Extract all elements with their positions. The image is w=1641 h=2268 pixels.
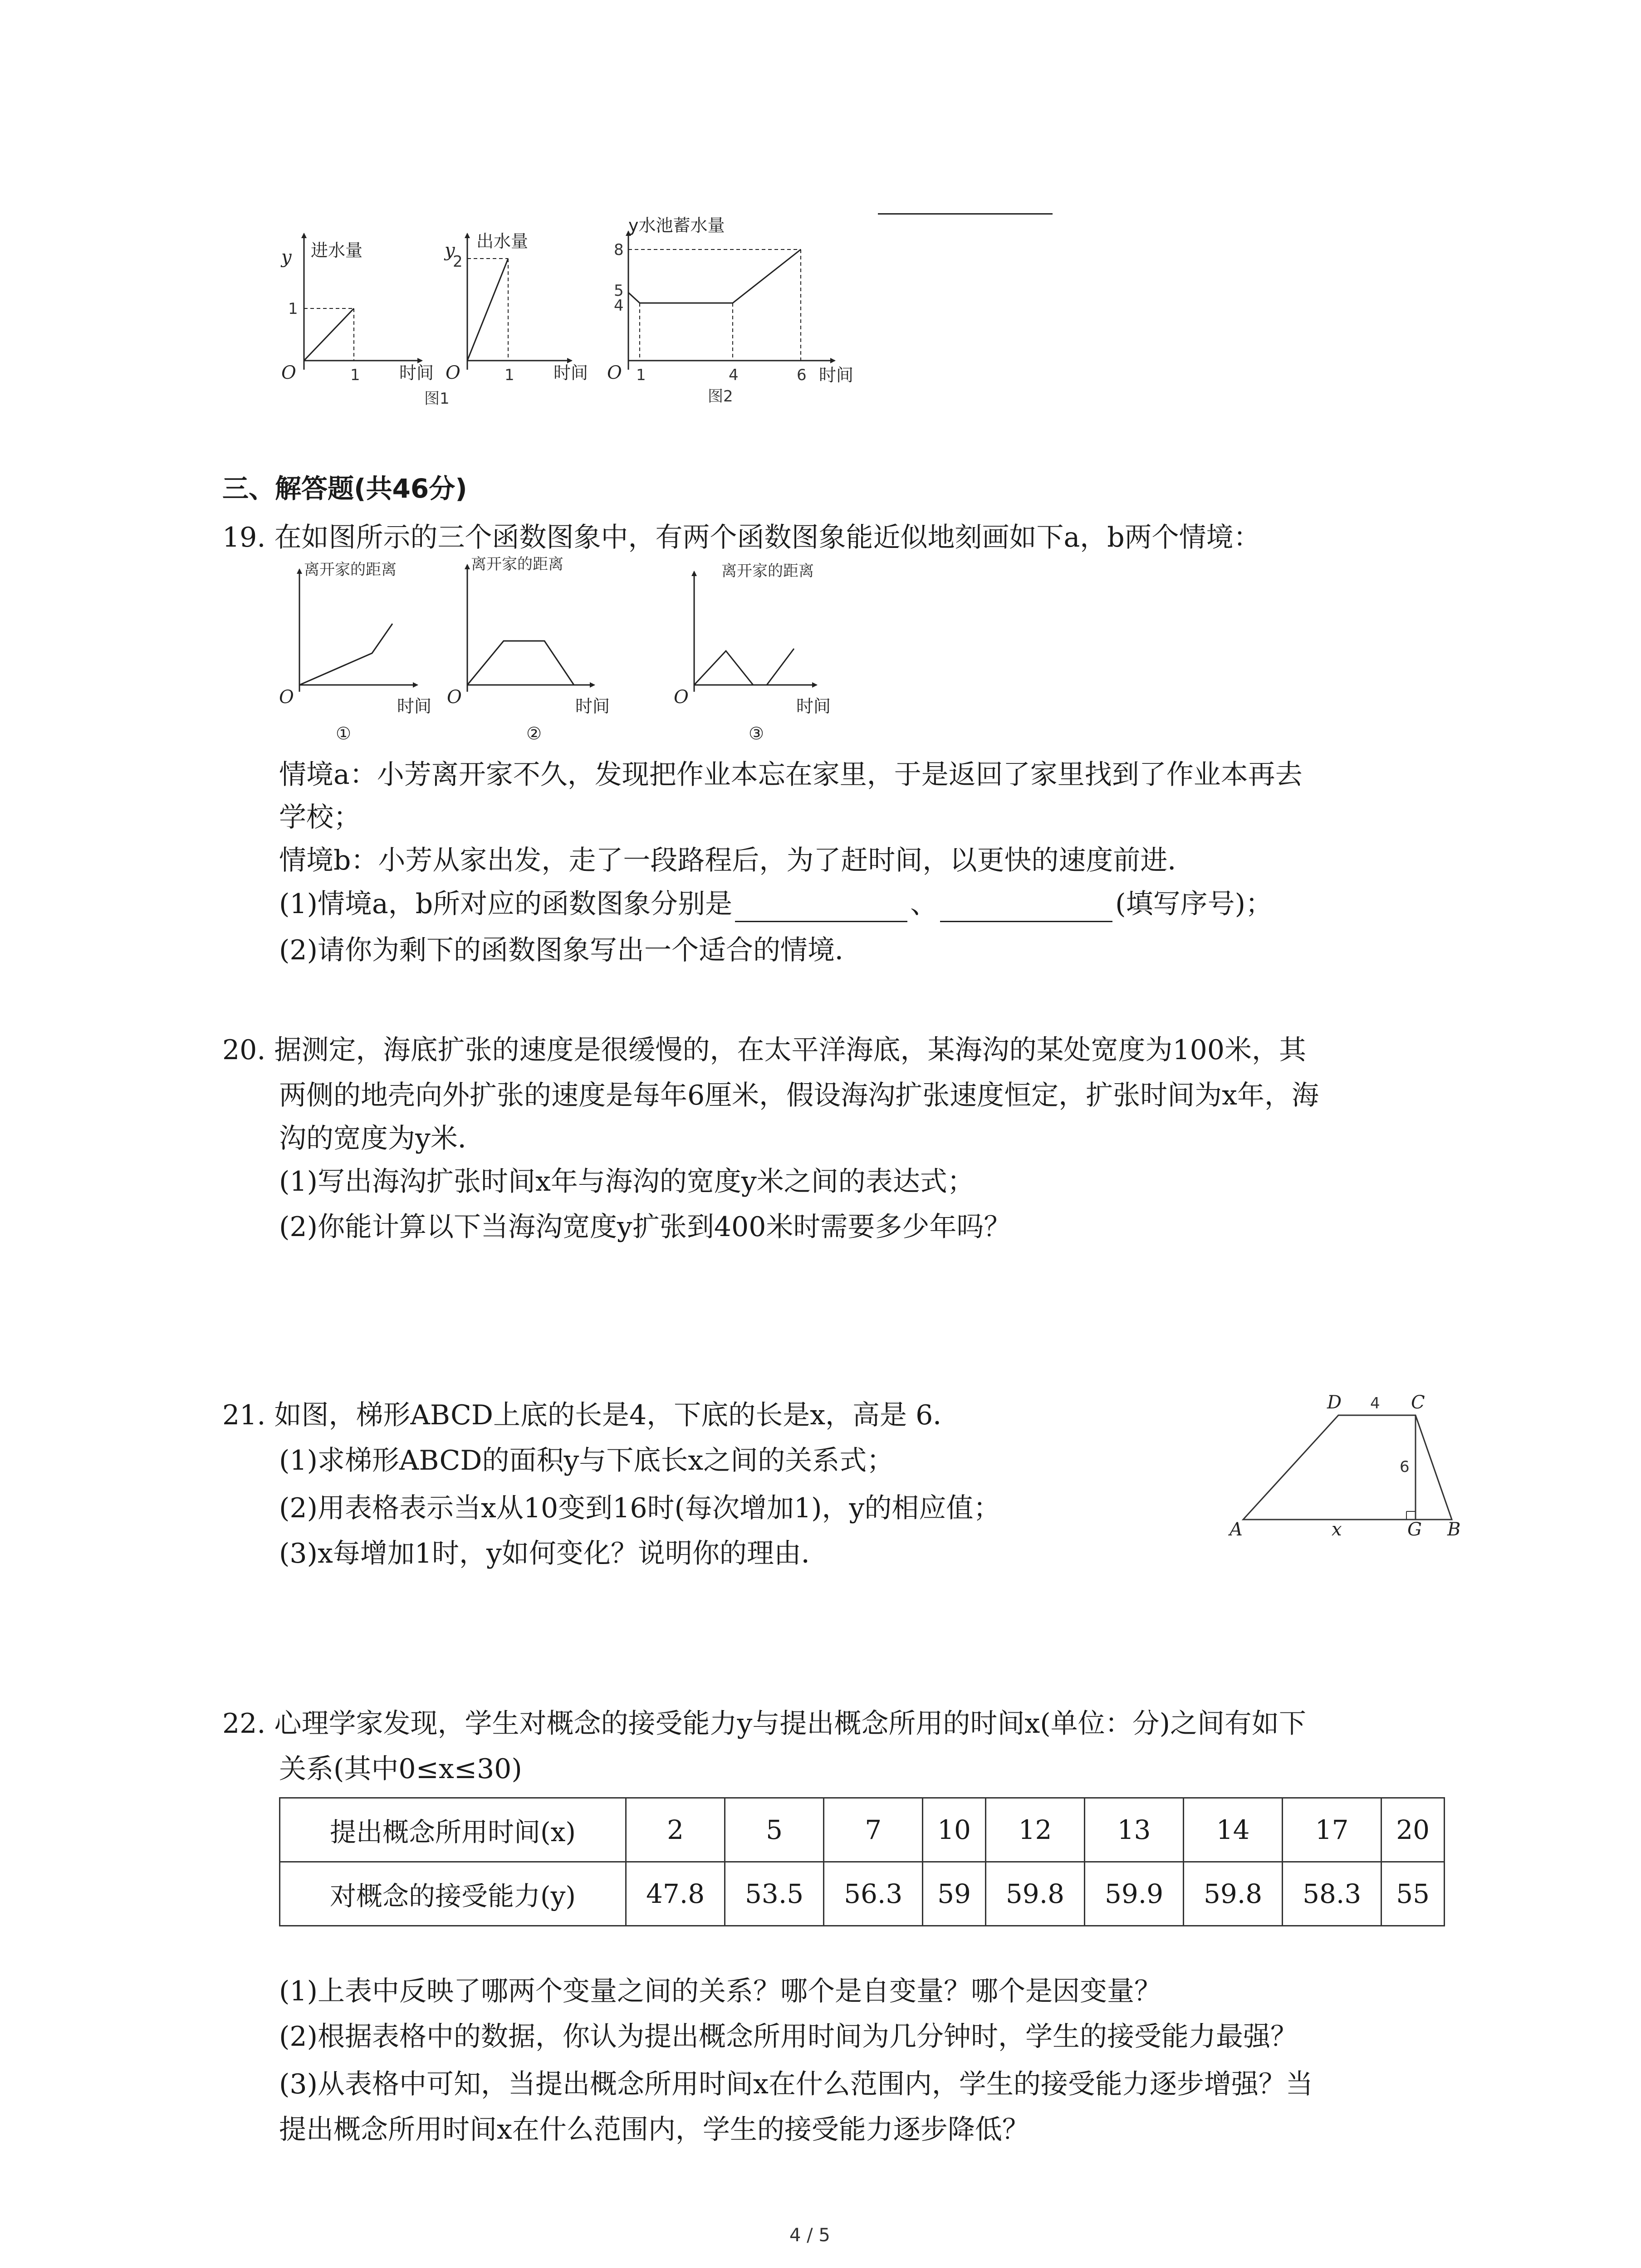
- svg-text:O: O: [446, 362, 460, 383]
- svg-text:O: O: [279, 687, 294, 708]
- q19-part2: (2)请你为剩下的函数图象写出一个适合的情境．: [279, 934, 862, 966]
- q22-part3-line2: 提出概念所用时间x在什么范围内，学生的接受能力逐步降低？: [279, 2114, 1029, 2146]
- svg-text:4: 4: [614, 297, 624, 315]
- table-cell: 12: [985, 1798, 1084, 1862]
- table-cell: 59.8: [1184, 1862, 1283, 1926]
- concept-table: [279, 1797, 1445, 1926]
- svg-text:6: 6: [1400, 1458, 1410, 1476]
- trapezoid: [1243, 1415, 1452, 1520]
- q21-line1: 21. 如图，梯形ABCD上底的长是4，下底的长是x，高是 6．: [222, 1399, 960, 1431]
- svg-text:1: 1: [288, 300, 298, 318]
- svg-text:y: y: [445, 240, 455, 261]
- svg-text:D: D: [1327, 1392, 1342, 1413]
- table-cell: 59.9: [1085, 1862, 1184, 1926]
- section-title: 三、解答题(共46分): [222, 473, 467, 504]
- inflow-chart: [280, 234, 434, 384]
- svg-text:x: x: [1332, 1519, 1342, 1540]
- svg-text:8: 8: [614, 241, 624, 259]
- table-cell: 14: [1184, 1798, 1283, 1862]
- q19-part1: (1)情境a，b所对应的函数图象分别是 、 (填写序号)；: [279, 886, 1273, 922]
- svg-text:5: 5: [614, 282, 624, 300]
- svg-text:4: 4: [729, 366, 739, 384]
- q21-part2: (2)用表格表示当x从10变到16时(每次增加1)，y的相应值；: [279, 1492, 1001, 1524]
- svg-text:6: 6: [797, 366, 807, 384]
- inflow-line: [304, 308, 354, 361]
- water-figures: [263, 213, 898, 422]
- svg-text:离开家的距离: 离开家的距离: [304, 561, 397, 579]
- svg-text:②: ②: [526, 723, 542, 743]
- answer-blank-a[interactable]: [735, 894, 907, 922]
- svg-text:A: A: [1230, 1519, 1243, 1540]
- table-cell: 7: [824, 1798, 923, 1862]
- table-cell: 10: [923, 1798, 986, 1862]
- svg-text:时间: 时间: [796, 696, 831, 716]
- q22-line1: 22. 心理学家发现，学生对概念的接受能力y与提出概念所用的时间x(单位：分)之间有如下: [222, 1708, 1307, 1740]
- answer-blank-line: [878, 213, 1053, 215]
- graph-3: [674, 562, 831, 743]
- svg-text:1: 1: [636, 366, 646, 384]
- outflow-line: [467, 259, 508, 361]
- table-cell: 5: [725, 1798, 824, 1862]
- graph-1: [279, 561, 431, 743]
- q19-scene-a-2: 学校；: [279, 802, 361, 833]
- row-header-ability: 对概念的接受能力(y): [280, 1862, 626, 1926]
- caption-fig2: 图2: [708, 387, 733, 406]
- q20-line3: 沟的宽度为y米．: [279, 1123, 485, 1154]
- page-number: 4 / 5: [789, 2225, 830, 2246]
- svg-text:2: 2: [453, 253, 463, 271]
- svg-text:y: y: [281, 247, 292, 268]
- pool-line: [628, 249, 801, 303]
- svg-text:O: O: [607, 362, 622, 383]
- svg-text:O: O: [447, 687, 462, 708]
- q20-line2: 两侧的地壳向外扩张的速度是每年6厘米，假设海沟扩张速度恒定，扩张时间为x年，海: [279, 1080, 1319, 1111]
- svg-text:离开家的距离: 离开家的距离: [471, 556, 563, 573]
- caption-fig1: 图1: [424, 390, 450, 408]
- pool-chart: [607, 215, 853, 385]
- table-cell: 2: [626, 1798, 725, 1862]
- svg-text:时间: 时间: [399, 363, 434, 383]
- svg-text:1: 1: [350, 366, 360, 384]
- svg-text:G: G: [1407, 1519, 1422, 1540]
- table-cell: 47.8: [626, 1862, 725, 1926]
- svg-text:C: C: [1411, 1392, 1425, 1413]
- q22-part2: (2)根据表格中的数据，你认为提出概念所用时间为几分钟时，学生的接受能力最强？: [279, 2021, 1298, 2053]
- svg-text:B: B: [1447, 1519, 1461, 1540]
- svg-text:③: ③: [749, 723, 764, 743]
- svg-text:1: 1: [505, 366, 514, 384]
- row-header-time: 提出概念所用时间(x): [280, 1798, 626, 1862]
- q21-part1: (1)求梯形ABCD的面积y与下底长x之间的关系式；: [279, 1445, 894, 1476]
- table-cell: 59.8: [985, 1862, 1084, 1926]
- pool-ylabel: y水池蓄水量: [628, 215, 725, 235]
- svg-text:O: O: [281, 362, 296, 383]
- q20-part2: (2)你能计算以下当海沟宽度y扩张到400米时需要多少年吗？: [279, 1211, 1011, 1243]
- q22-line2: 关系(其中0≤x≤30): [279, 1753, 522, 1785]
- table-cell: 17: [1283, 1798, 1381, 1862]
- q19-stem: 19. 在如图所示的三个函数图象中，有两个函数图象能近似地刻画如下a，b两个情境：: [222, 522, 1261, 553]
- q22-part1: (1)上表中反映了哪两个变量之间的关系？哪个是自变量？哪个是因变量？: [279, 1975, 1161, 2007]
- trapezoid-figure: [1216, 1388, 1470, 1542]
- graph-2: [447, 556, 610, 743]
- q20-part1: (1)写出海沟扩张时间x年与海沟的宽度y米之间的表达式；: [279, 1166, 975, 1198]
- table-cell: 20: [1381, 1798, 1445, 1862]
- q21-part3: (3)x每增加1时，y如何变化？说明你的理由．: [279, 1538, 828, 1569]
- table-cell: 53.5: [725, 1862, 824, 1926]
- answer-blank-b[interactable]: [940, 894, 1112, 922]
- q22-part3-line1: (3)从表格中可知，当提出概念所用时间x在什么范围内，学生的接受能力逐步增强？当: [279, 2068, 1313, 2100]
- outflow-ylabel: 出水量: [476, 231, 529, 251]
- q19-graphs: [272, 556, 885, 755]
- svg-text:离开家的距离: 离开家的距离: [721, 562, 814, 580]
- table-cell: 59: [923, 1862, 986, 1926]
- table-cell: 58.3: [1283, 1862, 1381, 1926]
- svg-text:时间: 时间: [819, 365, 854, 385]
- q19-scene-a-1: 情境a：小芳离开家不久，发现把作业本忘在家里，于是返回了家里找到了作业本再去: [279, 759, 1303, 791]
- table-cell: 13: [1085, 1798, 1184, 1862]
- svg-text:①: ①: [336, 723, 352, 743]
- table-cell: 55: [1381, 1862, 1445, 1926]
- table-row: [280, 1862, 1445, 1926]
- svg-text:时间: 时间: [554, 363, 588, 383]
- svg-text:O: O: [674, 687, 689, 708]
- table-cell: 56.3: [824, 1862, 923, 1926]
- svg-text:时间: 时间: [575, 696, 610, 716]
- svg-text:时间: 时间: [397, 696, 432, 716]
- table-row: [280, 1798, 1445, 1862]
- outflow-chart: [444, 231, 588, 384]
- svg-text:4: 4: [1370, 1394, 1380, 1413]
- q19-scene-b: 情境b：小芳从家出发，走了一段路程后，为了赶时间，以更快的速度前进．: [279, 845, 1195, 876]
- q20-line1: 20. 据测定，海底扩张的速度是很缓慢的，在太平洋海底，某海沟的某处宽度为100米，其: [222, 1034, 1307, 1066]
- inflow-ylabel: 进水量: [311, 240, 363, 260]
